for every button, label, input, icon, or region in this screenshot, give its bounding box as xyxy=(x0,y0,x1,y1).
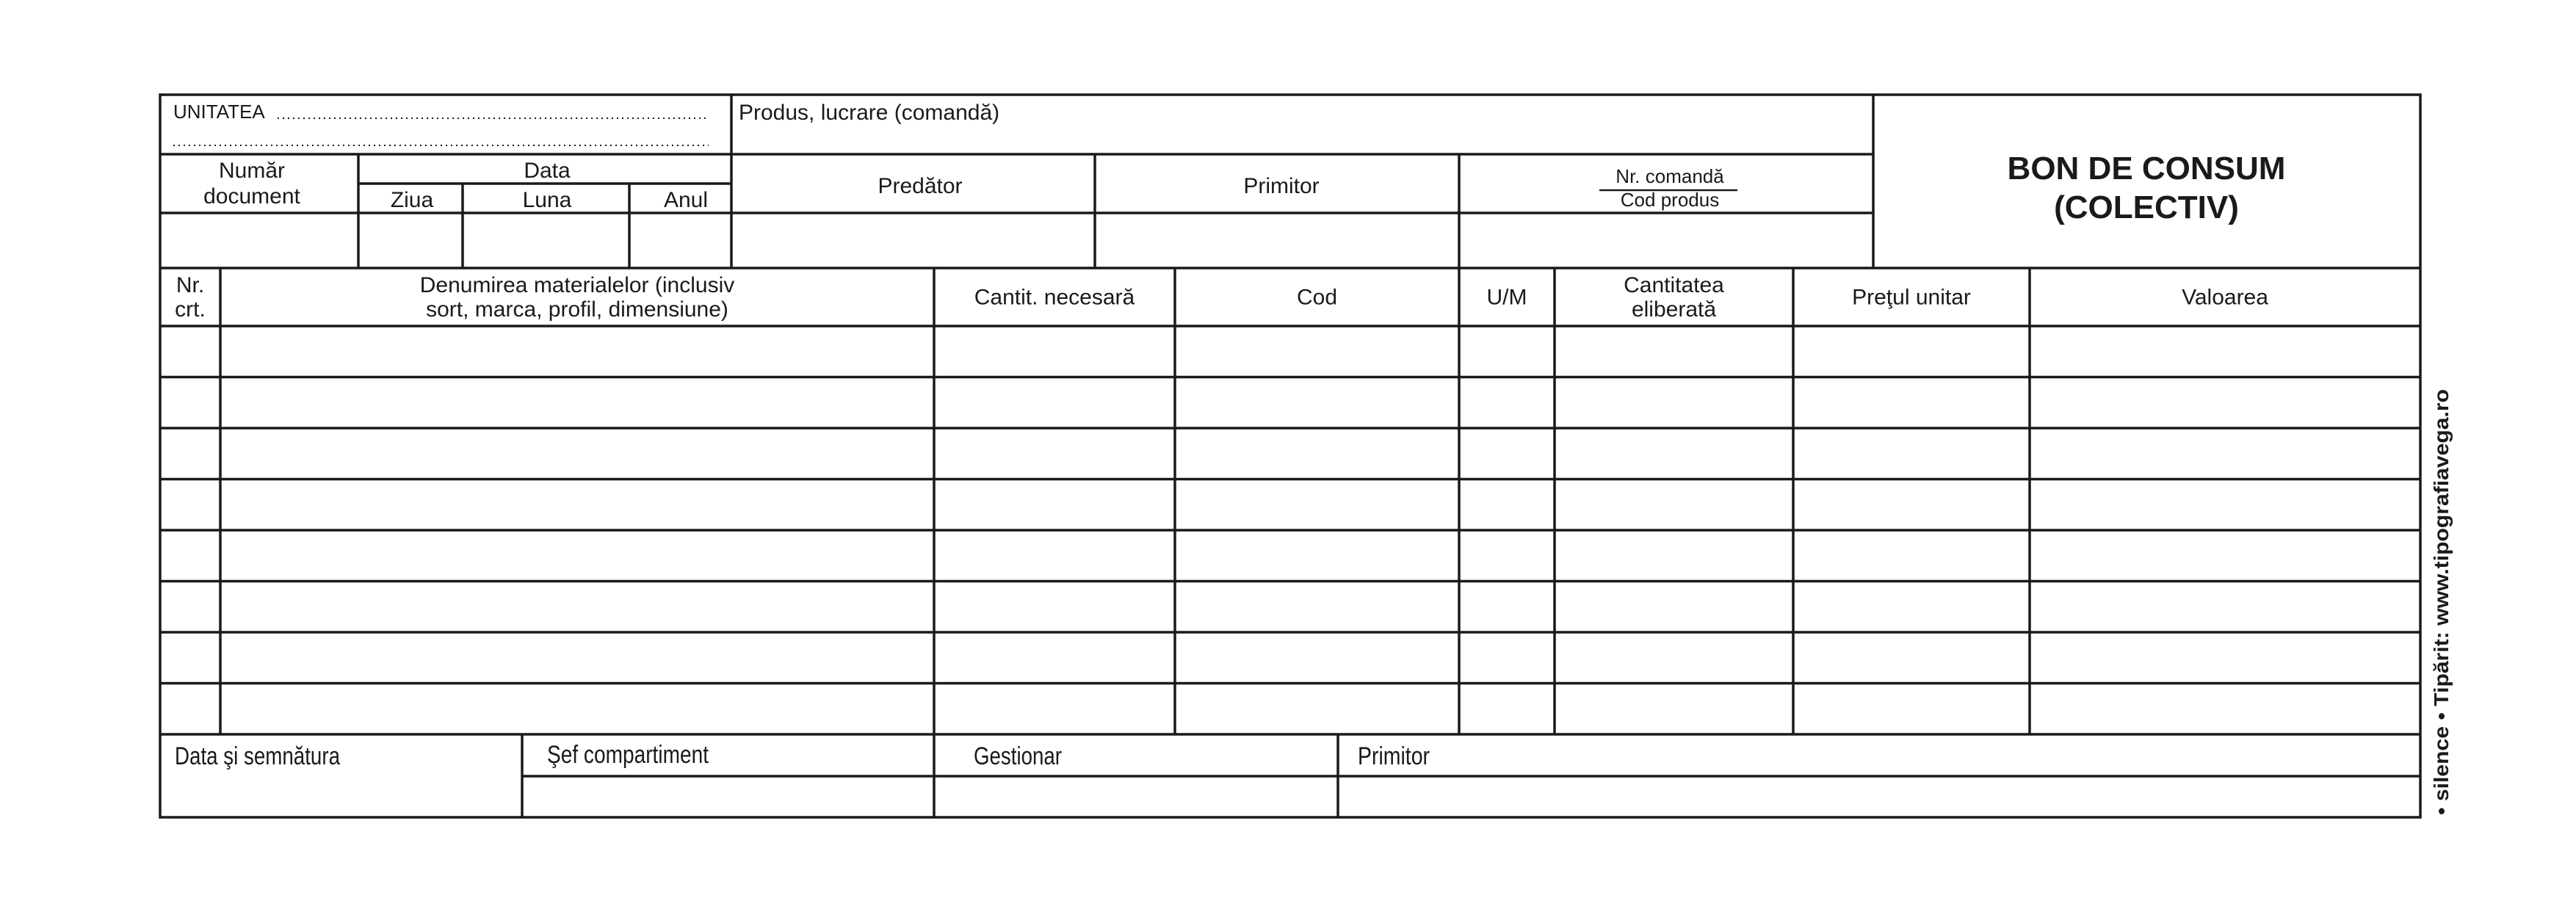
gestionar-label: Gestionar xyxy=(974,742,1062,770)
column-header-cod: Cod xyxy=(1296,285,1338,310)
table-row-area xyxy=(160,632,2420,684)
ziua-label: Ziua xyxy=(390,188,434,212)
column-header-denumire: Denumirea materialelor (inclusiv xyxy=(419,273,735,297)
numar-document-line2: document xyxy=(203,184,300,209)
footer-primitor-label: Primitor xyxy=(1358,742,1430,770)
materials-table-header xyxy=(175,273,2268,322)
table-row xyxy=(160,479,2420,531)
primitor-label: Primitor xyxy=(1243,174,1320,198)
printer-credit: • silence • Tipărit: www.tipografiavega.ro xyxy=(2430,419,2453,815)
anul-label: Anul xyxy=(663,188,709,212)
table-row-area xyxy=(160,530,2420,582)
table-row xyxy=(160,326,2420,377)
produs-label: Produs, lucrare (comandă) xyxy=(739,101,1000,125)
column-header-um: U/M xyxy=(1486,285,1527,310)
column-header-eliberata: Cantitatea xyxy=(1624,273,1724,297)
column-header-cantit: Cantit. necesară xyxy=(974,285,1135,310)
materials-table xyxy=(160,268,2420,734)
table-row xyxy=(160,428,2420,479)
column-header-pret: Preţul unitar xyxy=(1852,285,1971,310)
table-row-area xyxy=(160,428,2420,479)
data-label: Data xyxy=(524,159,571,183)
column-header-nr: crt. xyxy=(175,297,206,322)
title-line2: (COLECTIV) xyxy=(2054,189,2239,225)
column-header-eliberata: eliberată xyxy=(1631,297,1717,322)
cod-produs-label: Cod produs xyxy=(1620,189,1720,211)
table-row xyxy=(160,582,2420,633)
unitatea-label: UNITATEA xyxy=(173,101,265,123)
predator-label: Predător xyxy=(878,174,963,198)
column-header-denumire: sort, marca, profil, dimensiune) xyxy=(426,297,728,322)
nr-comanda-label: Nr. comandă xyxy=(1616,165,1724,187)
table-row xyxy=(160,684,2420,735)
table-row xyxy=(160,632,2420,684)
table-row xyxy=(160,530,2420,582)
table-row-area xyxy=(160,479,2420,531)
table-row-area xyxy=(160,684,2420,735)
table-row-area xyxy=(160,377,2420,429)
sef-compartiment-label: Şef compartiment xyxy=(547,741,709,769)
numar-document-line1: Număr xyxy=(218,159,286,183)
table-row-area xyxy=(160,582,2420,633)
title-line1: BON DE CONSUM xyxy=(2007,151,2286,187)
column-header-valoarea: Valoarea xyxy=(2182,285,2268,310)
column-header-nr: Nr. xyxy=(176,273,205,297)
luna-label: Luna xyxy=(522,188,572,212)
table-row xyxy=(160,377,2420,429)
data-semnatura-label: Data şi semnătura xyxy=(175,742,341,770)
table-row-area xyxy=(160,326,2420,377)
